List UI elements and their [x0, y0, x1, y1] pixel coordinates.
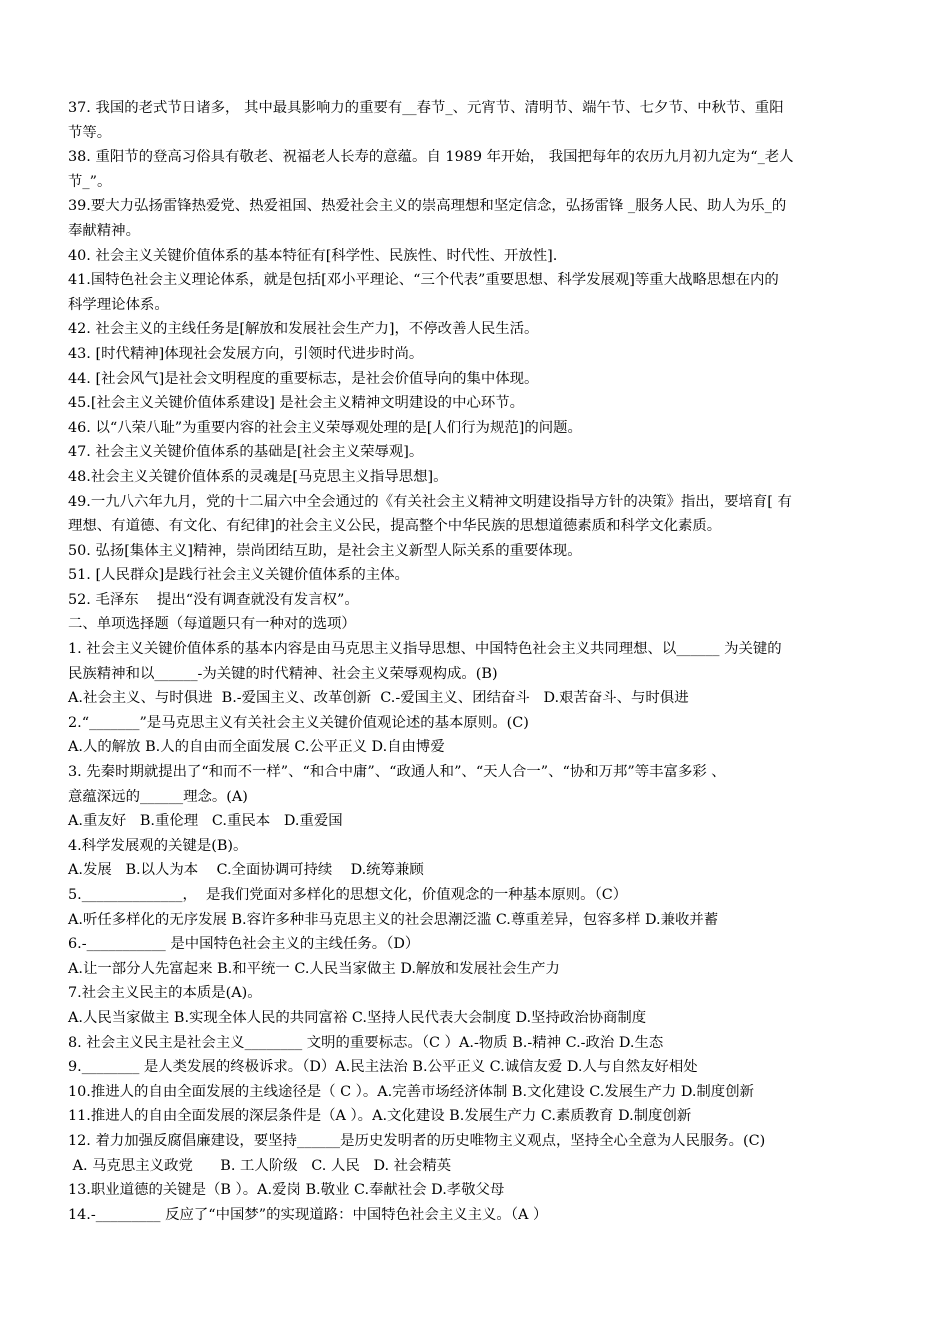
text-line: 38. 重阳节的登高习俗具有敬老、祝福老人长寿的意蕴。自 1989 年开始， 我国把每年的农历九月初九定为“_老人	[68, 149, 794, 166]
text-line: 14.-_________ 反应了“中国梦”的实现道路：中国特色社会主义主义。（A ）	[68, 1206, 548, 1223]
text-line: A.听任多样化的无序发展 B.容许多种非马克思主义的社会思潮泛滥 C.尊重差异，包容多样 D.兼收并蓄	[68, 911, 719, 928]
text-line: 奉献精神。	[68, 222, 140, 239]
text-line: 47. 社会主义关键价值体系的基础是[社会主义荣辱观]。	[68, 444, 424, 461]
text-line: 意蕴深远的______理念。(A)	[68, 788, 248, 805]
text-line: A.人民当家做主 B.实现全体人民的共同富裕 C.坚持人民代表大会制度 D.坚持政治协商制度	[68, 1009, 647, 1026]
text-line: 民族精神和以______-为关键的时代精神、社会主义荣辱观构成。(B)	[68, 665, 498, 682]
text-line: 40. 社会主义关键价值体系的基本特征有[科学性、民族性、时代性、开放性].	[68, 247, 558, 264]
text-line: 6.-___________ 是中国特色社会主义的主线任务。（D）	[68, 936, 420, 953]
text-line: 39.要大力弘扬雷锋热爱党、热爱祖国、热爱社会主义的崇高理想和坚定信念，弘扬雷锋 _服务人民、助人为乐_的	[68, 198, 787, 215]
text-line: 理想、有道德、有文化、有纪律]的社会主义公民，提高整个中华民族的思想道德素质和科学文化素质。	[68, 518, 722, 535]
text-line: A.重友好 B.重伦理 C.重民本 D.重爱国	[68, 813, 343, 830]
text-line: 11.推进人的自由全面发展的深层条件是（A ）。A.文化建设 B.发展生产力 C.素质教育 D.制度创新	[68, 1108, 692, 1125]
text-line: A.让一部分人先富起来 B.和平统一 C.人民当家做主 D.解放和发展社会生产力	[68, 960, 560, 977]
text-line: 9.________ 是人类发展的终极诉求。（D）A.民主法治 B.公平正义 C.诚信友爱 D.人与自然友好相处	[68, 1059, 698, 1076]
document-body	[68, 96, 910, 1227]
text-line: 节等。	[68, 124, 112, 141]
text-line: 46. 以“八荣八耻”为重要内容的社会主义荣辱观处理的是[人们行为规范]的问题。	[68, 419, 582, 436]
text-line: 51. [人民群众]是践行社会主义关键价值体系的主体。	[68, 567, 409, 584]
text-line: 49.一九八六年九月，党的十二届六中全会通过的《有关社会主义精神文明建设指导方针的决策》指出，要培育[ 有	[68, 493, 792, 510]
text-line: A.社会主义、与时俱进 B.-爱国主义、改革创新 C.-爱国主义、团结奋斗 D.艰苦奋斗、与时俱进	[68, 690, 689, 707]
text-line: 37. 我国的老式节日诸多， 其中最具影响力的重要有__春节_、元宵节、清明节、端午节、七夕节、中秋节、重阳	[68, 100, 784, 116]
text-line: 13.职业道德的关键是（B ）。A.爱岗 B.敬业 C.奉献社会 D.孝敬父母	[68, 1182, 505, 1199]
text-line: 5.______________， 是我们党面对多样化的思想文化，价值观念的一种基本原则。（C）	[68, 887, 628, 903]
text-line: 52. 毛泽东 提出“没有调查就没有发言权”。	[68, 591, 359, 608]
text-line: 41.国特色社会主义理论体系，就是包括[邓小平理论、“三个代表”重要思想、科学发展观]等重大战略思想在内的	[68, 272, 779, 289]
text-line: 48.社会主义关键价值体系的灵魂是[马克思主义指导思想]。	[68, 468, 448, 485]
text-line: 4.科学发展观的关键是(B)。	[68, 837, 248, 854]
text-line: 45.[社会主义关键价值体系建设] 是社会主义精神文明建设的中心环节。	[68, 395, 525, 412]
text-line: 12. 着力加强反腐倡廉建设，要坚持______是历史发明者的历史唯物主义观点，坚持全心全意为人民服务。(C)	[68, 1132, 766, 1149]
section-heading: 二、单项选择题（每道题只有一种对的选项）	[68, 616, 356, 633]
text-line: 8. 社会主义民主是社会主义________ 文明的重要标志。（C ）A.-物质 B.-精神 C.-政治 D.生态	[68, 1034, 664, 1051]
text-line: 2.“_______”是马克思主义有关社会主义关键价值观论述的基本原则。(C)	[68, 714, 529, 731]
text-line: 44. [社会风气]是社会文明程度的重要标志，是社会价值导向的集中体现。	[68, 370, 539, 387]
text-line: 42. 社会主义的主线任务是[解放和发展社会生产力]，不停改善人民生活。	[68, 321, 539, 338]
text-line: 10.推进人的自由全面发展的主线途径是（ C ）。A.完善市场经济体制 B.文化建设 C.发展生产力 D.制度创新	[68, 1083, 754, 1100]
text-line: 43. [时代精神]体现社会发展方向，引领时代进步时尚。	[68, 345, 424, 362]
text-line: 3. 先秦时期就提出了“和而不一样”、“和合中庸”、“政通人和”、“天人合一”、“协和万邦”等丰富多彩 、	[68, 764, 726, 781]
text-line: A. 马克思主义政党 B. 工人阶级 C. 人民 D. 社会精英	[68, 1157, 452, 1174]
text-line: 科学理论体系。	[68, 296, 169, 313]
text-line: A.发展 B.以人为本 C.全面协调可持续 D.统筹兼顾	[68, 862, 424, 879]
text-line: 50. 弘扬[集体主义]精神，崇尚团结互助，是社会主义新型人际关系的重要体现。	[68, 542, 582, 559]
text-line: 节_”。	[68, 173, 112, 190]
text-line: 1. 社会主义关键价值体系的基本内容是由马克思主义指导思想、中国特色社会主义共同理想、以______ 为关键的	[68, 641, 782, 658]
text-line: A.人的解放 B.人的自由而全面发展 C.公平正义 D.自由博爱	[68, 739, 445, 756]
text-line: 7.社会主义民主的本质是(A)。	[68, 985, 262, 1002]
